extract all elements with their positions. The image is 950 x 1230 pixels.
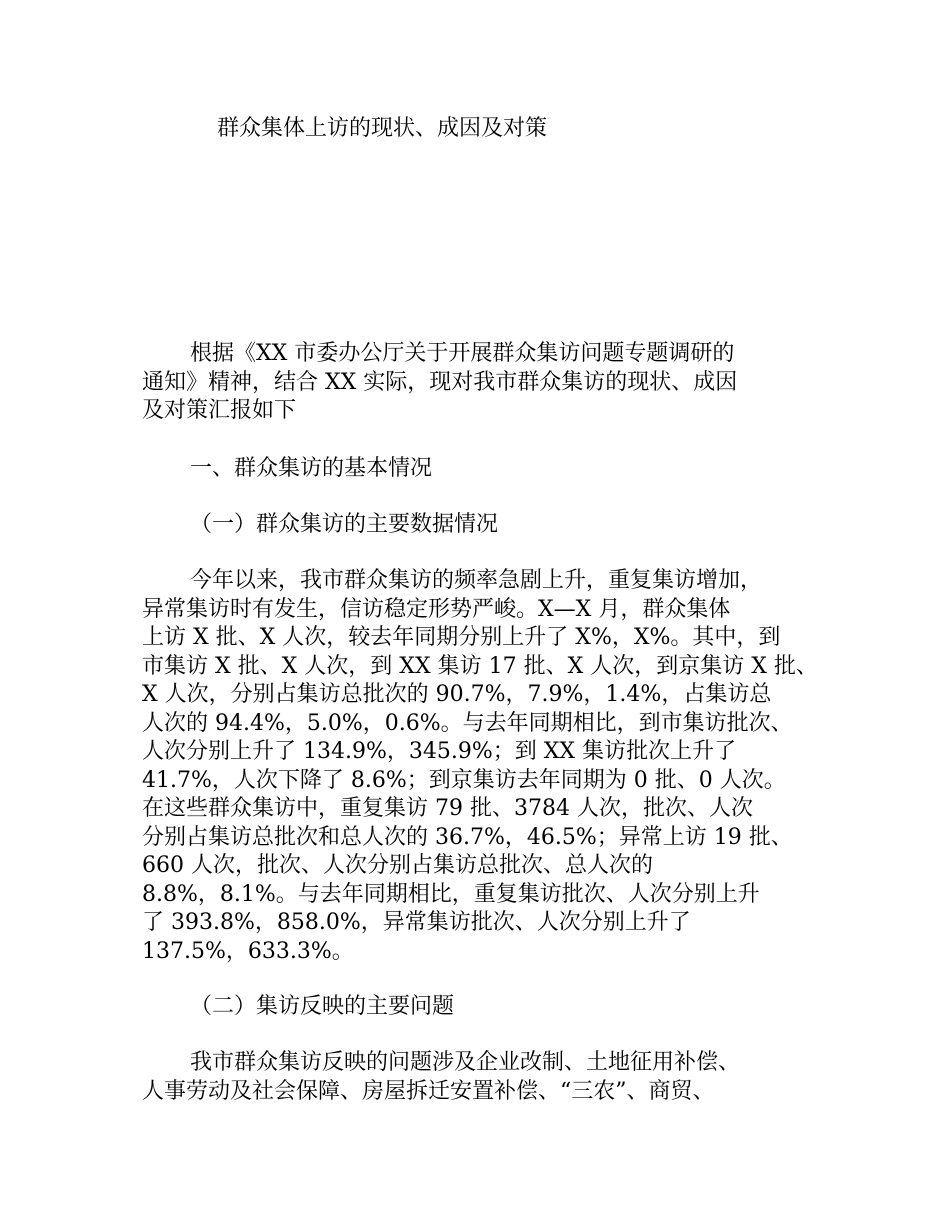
document-title: 群众集体上访的现状、成因及对策 xyxy=(217,116,548,141)
subsection-heading: （一）群众集访的主要数据情况 xyxy=(190,512,499,537)
text-line: 今年以来，我市群众集访的频率急剧上升，重复集访增加， xyxy=(190,568,763,593)
text-line: 人次分别上升了 134.9%，345.9%；到 XX 集访批次上升了 xyxy=(142,739,737,764)
text-line: X 人次，分别占集访总批次的 90.7%，7.9%，1.4%，占集访总 xyxy=(142,682,772,707)
text-line: 分别占集访总批次和总人次的 36.7%，46.5%；异常上访 19 批、 xyxy=(142,824,793,850)
text-line: 人次的 94.4%，5.0%，0.6%。与去年同期相比，到市集访批次、 xyxy=(142,710,793,736)
subsection-heading: （二）集访反映的主要问题 xyxy=(190,994,455,1019)
text-line: 异常集访时有发生，信访稳定形势严峻。X—X 月，群众集体 xyxy=(142,596,731,622)
text-line: 8.8%，8.1%。与去年同期相比，重复集访批次、人次分别上升 xyxy=(142,881,760,907)
text-line: 根据《XX 市委办公厅关于开展群众集访问题专题调研的 xyxy=(190,341,735,366)
intro-paragraph xyxy=(142,340,842,426)
data-paragraph xyxy=(142,567,842,966)
text-line: 了 393.8%，858.0%，异常集访批次、人次分别上升了 xyxy=(142,910,691,935)
text-line: 及对策汇报如下 xyxy=(142,398,297,423)
text-line: 我市群众集访反映的问题涉及企业改制、土地征用补偿、 xyxy=(190,1050,741,1075)
section-heading: 一、群众集访的基本情况 xyxy=(190,456,433,481)
text-line: 上访 X 批、X 人次，较去年同期分别上升了 X%，X%。其中，到 xyxy=(142,625,781,650)
text-line: 人事劳动及社会保障、房屋拆迁安置补偿、“三农”、商贸、 xyxy=(142,1078,715,1104)
text-line: 通知》精神，结合 XX 实际，现对我市群众集访的现状、成因 xyxy=(142,369,738,395)
text-line: 137.5%，633.3%。 xyxy=(142,938,354,964)
issues-paragraph xyxy=(142,1049,842,1106)
text-line: 660 人次，批次、人次分别占集访总批次、总人次的 xyxy=(142,853,653,878)
text-line: 在这些群众集访中，重复集访 79 批、3784 人次，批次、人次 xyxy=(142,796,753,821)
text-line: 市集访 X 批、X 人次，到 XX 集访 17 批、X 人次，到京集访 X 批、 xyxy=(142,653,818,679)
text-line: 41.7%，人次下降了 8.6%；到京集访去年同期为 0 批、0 人次。 xyxy=(142,767,786,793)
